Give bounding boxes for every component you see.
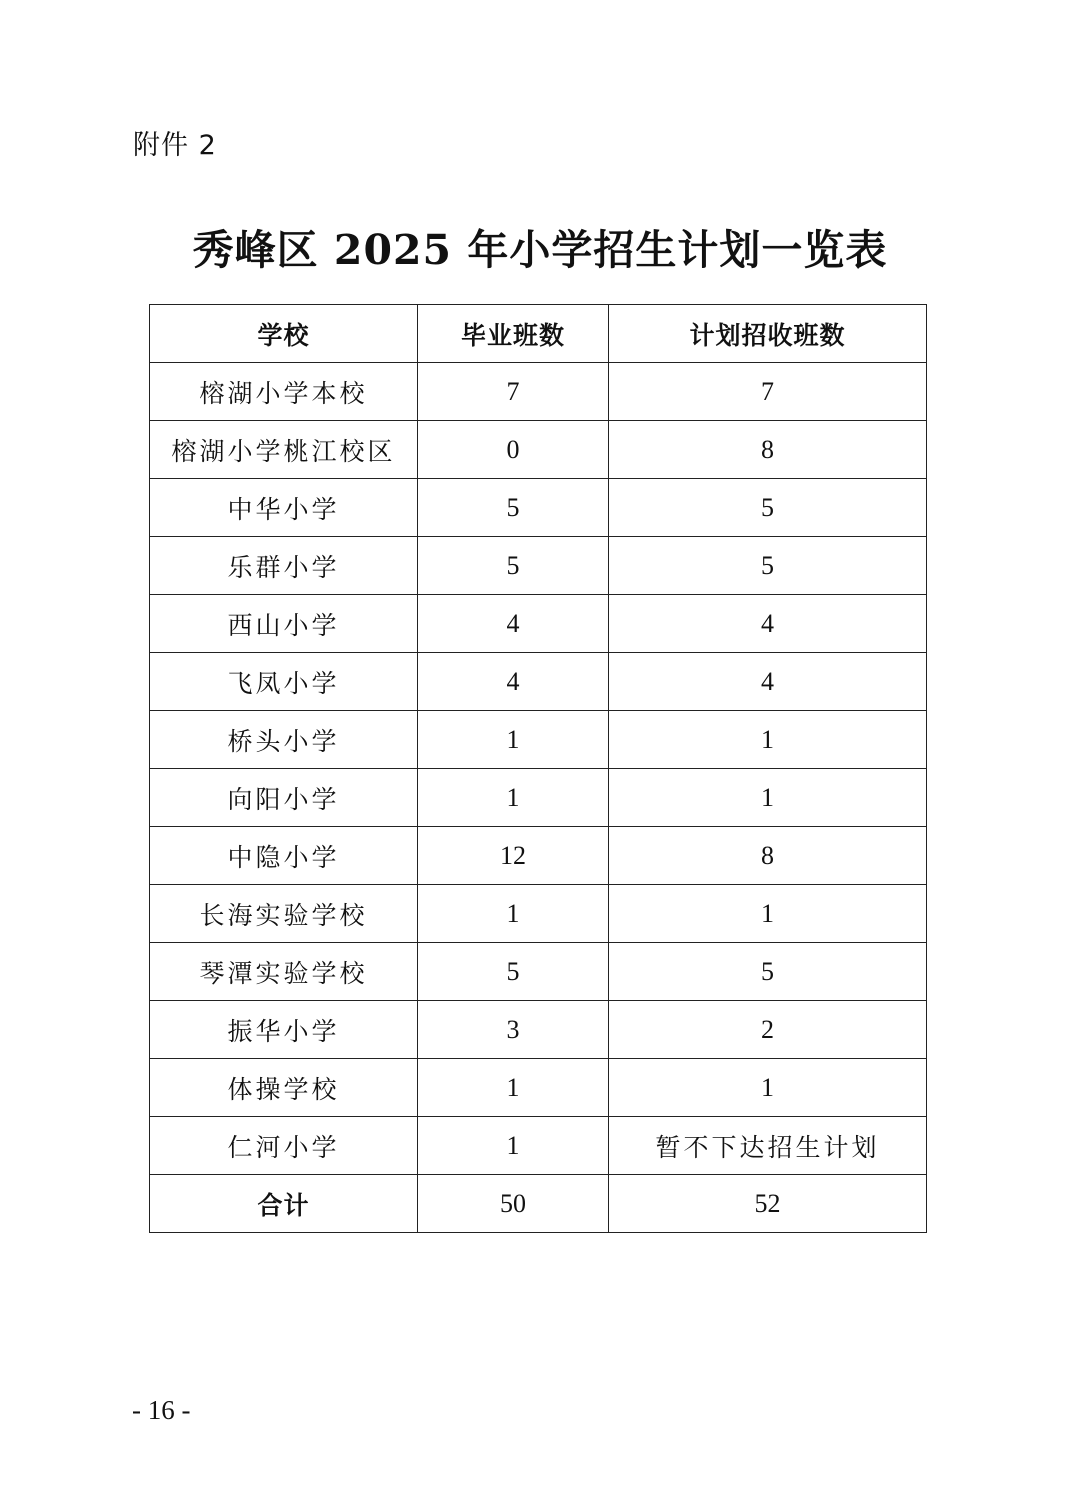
planned-classes-cell: 8	[609, 421, 927, 479]
school-name-cell: 琴潭实验学校	[150, 943, 418, 1001]
total-planned-cell: 52	[609, 1175, 927, 1233]
column-header-planned-classes: 计划招收班数	[609, 305, 927, 363]
graduating-classes-cell: 7	[418, 363, 609, 421]
table-row	[150, 479, 927, 537]
table-row	[150, 595, 927, 653]
school-name-cell: 中隐小学	[150, 827, 418, 885]
school-name-cell: 中华小学	[150, 479, 418, 537]
graduating-classes-cell: 4	[418, 653, 609, 711]
table-row	[150, 537, 927, 595]
planned-classes-cell: 7	[609, 363, 927, 421]
planned-classes-cell: 5	[609, 537, 927, 595]
school-name-cell: 飞凤小学	[150, 653, 418, 711]
planned-classes-cell: 4	[609, 653, 927, 711]
graduating-classes-cell: 0	[418, 421, 609, 479]
graduating-classes-cell: 1	[418, 885, 609, 943]
total-graduating-cell: 50	[418, 1175, 609, 1233]
table-row	[150, 885, 927, 943]
planned-classes-cell: 2	[609, 1001, 927, 1059]
enrollment-plan-table	[149, 304, 927, 1233]
table-row	[150, 769, 927, 827]
graduating-classes-cell: 5	[418, 479, 609, 537]
table-row	[150, 1059, 927, 1117]
attachment-label: 附件 2	[133, 130, 217, 161]
graduating-classes-cell: 1	[418, 769, 609, 827]
graduating-classes-cell: 1	[418, 1059, 609, 1117]
planned-classes-cell: 5	[609, 479, 927, 537]
planned-classes-cell: 1	[609, 769, 927, 827]
graduating-classes-cell: 1	[418, 711, 609, 769]
school-name-cell: 长海实验学校	[150, 885, 418, 943]
table-row	[150, 653, 927, 711]
table-row	[150, 943, 927, 1001]
graduating-classes-cell: 4	[418, 595, 609, 653]
planned-classes-cell: 8	[609, 827, 927, 885]
planned-classes-cell: 1	[609, 1059, 927, 1117]
planned-classes-cell: 暂不下达招生计划	[609, 1117, 927, 1175]
planned-classes-cell: 1	[609, 711, 927, 769]
school-name-cell: 乐群小学	[150, 537, 418, 595]
table-row	[150, 711, 927, 769]
column-header-school: 学校	[150, 305, 418, 363]
table-row	[150, 1001, 927, 1059]
table-row	[150, 1117, 927, 1175]
school-name-cell: 西山小学	[150, 595, 418, 653]
page-number: - 16 -	[132, 1395, 191, 1425]
planned-classes-cell: 5	[609, 943, 927, 1001]
planned-classes-cell: 4	[609, 595, 927, 653]
total-label-cell: 合计	[150, 1175, 418, 1233]
school-name-cell: 仁河小学	[150, 1117, 418, 1175]
graduating-classes-cell: 5	[418, 537, 609, 595]
graduating-classes-cell: 3	[418, 1001, 609, 1059]
total-row	[150, 1175, 927, 1233]
planned-classes-cell: 1	[609, 885, 927, 943]
school-name-cell: 榕湖小学桃江校区	[150, 421, 418, 479]
graduating-classes-cell: 1	[418, 1117, 609, 1175]
school-name-cell: 桥头小学	[150, 711, 418, 769]
school-name-cell: 向阳小学	[150, 769, 418, 827]
table-row	[150, 363, 927, 421]
column-header-graduating-classes: 毕业班数	[418, 305, 609, 363]
document-title: 秀峰区 2025 年小学招生计划一览表	[192, 226, 888, 274]
table-row	[150, 827, 927, 885]
graduating-classes-cell: 12	[418, 827, 609, 885]
school-name-cell: 榕湖小学本校	[150, 363, 418, 421]
graduating-classes-cell: 5	[418, 943, 609, 1001]
school-name-cell: 振华小学	[150, 1001, 418, 1059]
table-header-row	[150, 305, 927, 363]
table-row	[150, 421, 927, 479]
school-name-cell: 体操学校	[150, 1059, 418, 1117]
